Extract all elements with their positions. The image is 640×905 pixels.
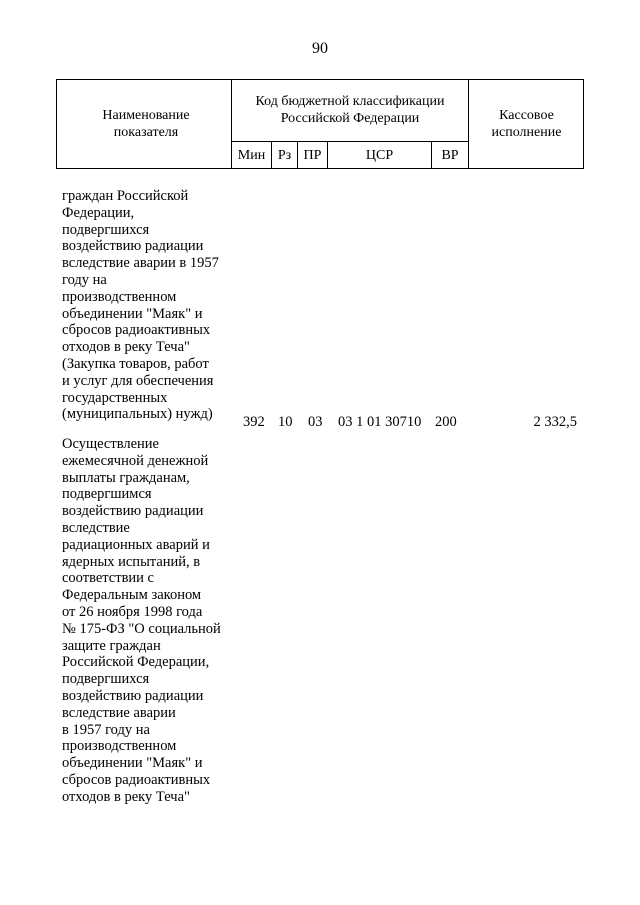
cell-min: 392 <box>243 414 265 430</box>
header-top-border <box>56 79 584 80</box>
row-description: граждан Российской Федерации, подвергшихся воздействию радиации вследствие аварии в 1957 году на производственном объединении "Маяк" и сбросов радиоактивных отходов в реку Теча" (Закупка товаров, работ и услуг для обеспечения государственных (муниципальных) нужд) <box>62 188 219 423</box>
header-bottom-border <box>56 168 584 169</box>
cell-vr: 200 <box>435 414 457 430</box>
header-left-border <box>56 79 57 169</box>
header-csr: ЦСР <box>365 147 394 163</box>
header-vr: ВР <box>441 147 459 163</box>
header-code-group: Код бюджетной классификации Российской Федерации <box>255 94 445 126</box>
cell-amount: 2 332,5 <box>533 414 577 430</box>
cell-pr: 03 <box>308 414 323 430</box>
table-header <box>56 79 584 169</box>
cell-rz: 10 <box>278 414 293 430</box>
header-divider-code <box>468 79 469 169</box>
row-description: Осуществление ежемесячной денежной выплаты гражданам, подвергшимся воздействию радиации вследствие радиационных аварий и ядерных испытаний, в соответствии с Федеральным законом от 26 ноября 1998 года № 175-ФЗ "О социальной защите граждан Российской Федерации, подвергшихся воздействию радиации вследствие аварии в 1957 году на производственном объединении "Маяк" и сбросов радиоактивных отходов в реку Теча" <box>62 436 221 805</box>
cell-csr: 03 1 01 30710 <box>338 414 422 430</box>
header-name-column: Наименование показателя <box>102 108 190 140</box>
page-number: 90 <box>312 40 328 57</box>
header-right-border <box>583 79 584 169</box>
header-min: Мин <box>237 147 266 163</box>
header-rz: Рз <box>277 147 292 163</box>
header-pr: ПР <box>303 147 322 163</box>
header-execution: Кассовое исполнение <box>491 108 562 140</box>
